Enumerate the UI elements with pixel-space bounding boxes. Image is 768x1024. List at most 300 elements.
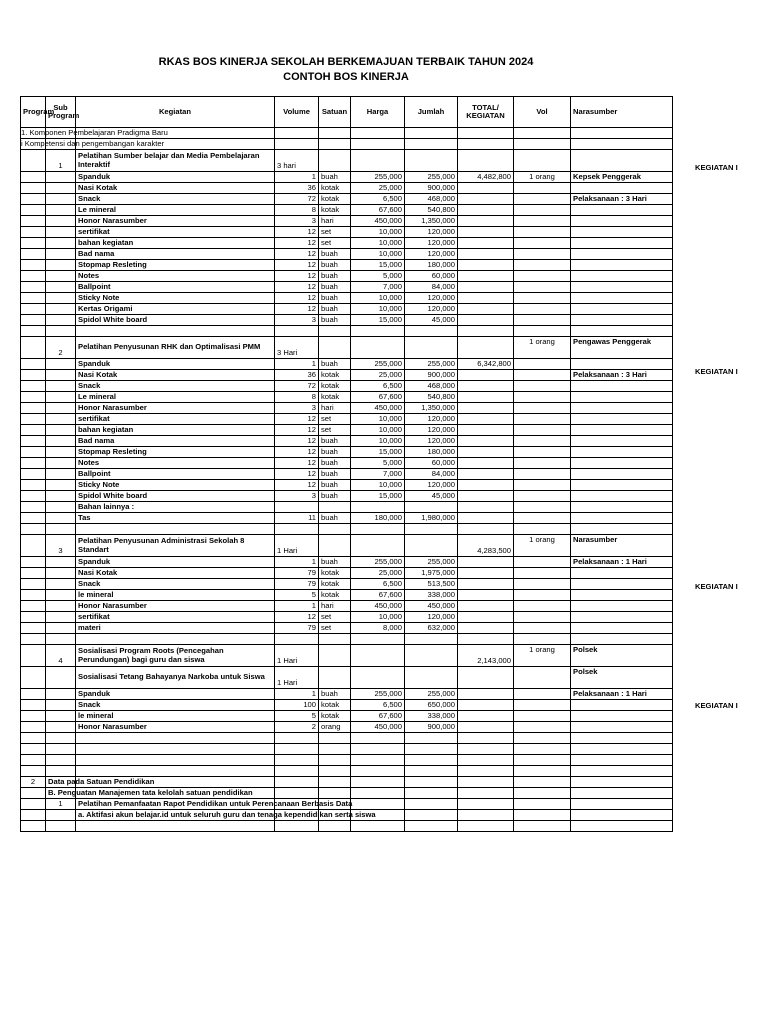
table-cell: [514, 139, 571, 150]
table-cell: 1,350,000: [405, 403, 458, 414]
table-cell: 12: [275, 425, 319, 436]
side-label: KEGIATAN I: [695, 582, 738, 591]
table-cell: Spanduk: [76, 172, 275, 183]
table-cell: kotak: [319, 590, 351, 601]
table-cell: [571, 513, 673, 524]
table-cell: 468,000: [405, 194, 458, 205]
table-cell: [458, 667, 514, 689]
table-cell: le mineral: [76, 590, 275, 601]
table-cell: [458, 315, 514, 326]
table-cell: set: [319, 425, 351, 436]
table-cell: buah: [319, 304, 351, 315]
table-cell: [458, 238, 514, 249]
table-row: [21, 172, 673, 183]
table-cell: [319, 535, 351, 557]
table-cell: 2: [21, 777, 46, 788]
table-cell: 4,283,500: [458, 535, 514, 557]
table-cell: [21, 612, 46, 623]
table-cell: [46, 392, 76, 403]
table-row: [21, 458, 673, 469]
column-header: TOTAL/ KEGIATAN: [458, 97, 514, 128]
table-cell: [351, 326, 405, 337]
table-cell: [405, 733, 458, 744]
table-cell: [21, 590, 46, 601]
table-row: [21, 370, 673, 381]
table-cell: [458, 216, 514, 227]
table-cell: [571, 634, 673, 645]
table-cell: [46, 590, 76, 601]
table-cell: [458, 260, 514, 271]
table-cell: buah: [319, 557, 351, 568]
table-row: [21, 535, 673, 557]
table-cell: 255,000: [351, 359, 405, 370]
table-row: [21, 315, 673, 326]
table-cell: 3: [275, 216, 319, 227]
table-cell: 450,000: [351, 722, 405, 733]
table-cell: [514, 238, 571, 249]
table-cell: [76, 733, 275, 744]
table-cell: [46, 304, 76, 315]
table-row: [21, 711, 673, 722]
table-row: [21, 579, 673, 590]
table-cell: [46, 194, 76, 205]
table-row: [21, 216, 673, 227]
table-cell: Stopmap Resleting: [76, 260, 275, 271]
table-cell: [571, 392, 673, 403]
table-cell: buah: [319, 172, 351, 183]
table-cell: [46, 755, 76, 766]
table-cell: [571, 271, 673, 282]
table-cell: [571, 436, 673, 447]
table-cell: Bad nama: [76, 249, 275, 260]
table-cell: Bad nama: [76, 436, 275, 447]
table-cell: [21, 788, 46, 799]
table-cell: [46, 689, 76, 700]
table-cell: [46, 810, 76, 821]
table-cell: 450,000: [351, 216, 405, 227]
table-cell: 45,000: [405, 315, 458, 326]
table-cell: [405, 634, 458, 645]
table-cell: [46, 480, 76, 491]
table-cell: [514, 502, 571, 513]
table-cell: Spanduk: [76, 689, 275, 700]
table-cell: [571, 722, 673, 733]
table-cell: [46, 172, 76, 183]
table-cell: 3 hari: [275, 150, 319, 172]
table-cell: Sticky Note: [76, 480, 275, 491]
table-cell: Notes: [76, 271, 275, 282]
table-cell: 10,000: [351, 480, 405, 491]
table-cell: buah: [319, 458, 351, 469]
table-cell: [46, 744, 76, 755]
table-cell: 1. Komponen Pembelajaran Pradigma Baru: [21, 128, 168, 137]
table-cell: sertifikat: [76, 227, 275, 238]
table-row: [21, 524, 673, 535]
column-header: Harga: [351, 97, 405, 128]
table-cell: Polsek: [571, 667, 673, 689]
table-cell: Narasumber: [571, 535, 673, 557]
table-cell: 120,000: [405, 249, 458, 260]
table-cell: [21, 315, 46, 326]
table-cell: [21, 645, 46, 667]
table-cell: 10,000: [351, 249, 405, 260]
table-cell: 1: [275, 557, 319, 568]
table-cell: [46, 205, 76, 216]
table-cell: 7,000: [351, 469, 405, 480]
table-cell: [571, 755, 673, 766]
table-cell: 1 orang: [514, 645, 571, 667]
table-row: [21, 722, 673, 733]
table-cell: [351, 524, 405, 535]
table-cell: Spidol White board: [76, 491, 275, 502]
column-header: Jumlah: [405, 97, 458, 128]
table-cell: kotak: [319, 711, 351, 722]
table-cell: [46, 403, 76, 414]
table-cell: [571, 502, 673, 513]
table-cell: [21, 524, 46, 535]
table-cell: kotak: [319, 370, 351, 381]
table-cell: [458, 799, 514, 810]
table-cell: 10,000: [351, 414, 405, 425]
table-cell: 67,600: [351, 205, 405, 216]
table-cell: [514, 513, 571, 524]
table-cell: [351, 337, 405, 359]
table-cell: 84,000: [405, 282, 458, 293]
table-cell: [46, 491, 76, 502]
table-cell: Spanduk: [76, 359, 275, 370]
table-cell: 25,000: [351, 568, 405, 579]
table-cell: Ballpoint: [76, 469, 275, 480]
table-row: [21, 777, 673, 788]
table-cell: [46, 425, 76, 436]
table-cell: [46, 458, 76, 469]
table-cell: [21, 744, 46, 755]
table-cell: [514, 315, 571, 326]
table-cell: kotak: [319, 205, 351, 216]
table-cell: kotak: [319, 579, 351, 590]
table-cell: [319, 150, 351, 172]
table-cell: 4: [46, 645, 76, 667]
table-cell: [21, 634, 46, 645]
table-cell: [46, 623, 76, 634]
table-cell: [514, 744, 571, 755]
table-cell: [46, 722, 76, 733]
table-row: [21, 249, 673, 260]
table-cell: [46, 227, 76, 238]
table-cell: 5: [275, 711, 319, 722]
table-cell: [21, 535, 46, 557]
table-cell: 36: [275, 370, 319, 381]
table-cell: 120,000: [405, 414, 458, 425]
table-cell: [571, 601, 673, 612]
column-header: Program: [21, 97, 46, 128]
table-cell: [571, 282, 673, 293]
table-cell: [571, 733, 673, 744]
table-cell: 1 Hari: [275, 667, 319, 689]
table-cell: Honor Narasumber: [76, 403, 275, 414]
table-cell: 1,350,000: [405, 216, 458, 227]
table-cell: [514, 227, 571, 238]
table-cell: [514, 216, 571, 227]
table-cell: [21, 249, 46, 260]
table-cell: [319, 645, 351, 667]
table-cell: 12: [275, 447, 319, 458]
table-cell: 15,000: [351, 491, 405, 502]
table-cell: 3: [275, 403, 319, 414]
table-cell: Kertas Origami: [76, 304, 275, 315]
table-cell: 120,000: [405, 612, 458, 623]
table-cell: [46, 766, 76, 777]
table-cell: [275, 733, 319, 744]
table-cell: 338,000: [405, 590, 458, 601]
table-row: [21, 293, 673, 304]
table-cell: Notes: [76, 458, 275, 469]
table-cell: 25,000: [351, 183, 405, 194]
table-cell: 450,000: [351, 601, 405, 612]
table-cell: 12: [275, 414, 319, 425]
table-cell: [458, 733, 514, 744]
table-cell: [405, 810, 458, 821]
table-cell: [514, 128, 571, 139]
table-cell: [21, 568, 46, 579]
table-cell: [458, 436, 514, 447]
table-cell: [571, 821, 673, 832]
table-cell: [514, 359, 571, 370]
table-cell: [458, 414, 514, 425]
table-cell: [21, 557, 46, 568]
column-header: Sub Program: [46, 97, 76, 128]
table-cell: [46, 293, 76, 304]
table-cell: [571, 568, 673, 579]
table-cell: [46, 414, 76, 425]
table-cell: [21, 711, 46, 722]
table-cell: hari: [319, 601, 351, 612]
table-cell: 6,500: [351, 700, 405, 711]
table-cell: 12: [275, 249, 319, 260]
table-cell: Nasi Kotak: [76, 568, 275, 579]
table-cell: Pelatihan Penyusunan RHK dan Optimalisasi PMM: [76, 337, 275, 359]
table-cell: [76, 744, 275, 755]
table-row: [21, 766, 673, 777]
table-cell: [458, 689, 514, 700]
table-row: [21, 271, 673, 282]
table-cell: set: [319, 227, 351, 238]
table-cell: 10,000: [351, 425, 405, 436]
table-cell: 3: [46, 535, 76, 557]
table-cell: 15,000: [351, 260, 405, 271]
table-cell: 2: [275, 722, 319, 733]
table-cell: [275, 777, 319, 788]
table-cell: [571, 293, 673, 304]
table-row: [21, 612, 673, 623]
table-cell: [46, 601, 76, 612]
table-cell: buah: [319, 469, 351, 480]
table-cell: 12: [275, 227, 319, 238]
table-row: [21, 359, 673, 370]
table-cell: [76, 821, 275, 832]
table-cell: [514, 469, 571, 480]
table-row: [21, 667, 673, 689]
table-cell: [571, 403, 673, 414]
table-cell: [21, 183, 46, 194]
table-cell: [21, 425, 46, 436]
table-cell: 255,000: [405, 557, 458, 568]
table-row: [21, 634, 673, 645]
table-cell: [514, 194, 571, 205]
table-cell: [458, 579, 514, 590]
table-cell: [514, 623, 571, 634]
table-cell: 1: [275, 601, 319, 612]
table-cell: 12: [275, 282, 319, 293]
table-cell: Data pada Satuan Pendidikan: [46, 777, 76, 788]
side-label: KEGIATAN I: [695, 367, 738, 376]
table-cell: [571, 205, 673, 216]
table-cell: [21, 271, 46, 282]
table-row: [21, 700, 673, 711]
table-cell: 1: [275, 359, 319, 370]
table-cell: [21, 623, 46, 634]
table-cell: buah: [319, 260, 351, 271]
table-cell: [514, 436, 571, 447]
table-row: [21, 755, 673, 766]
table-cell: [21, 821, 46, 832]
table-cell: [514, 370, 571, 381]
table-cell: 120,000: [405, 227, 458, 238]
table-cell: [46, 238, 76, 249]
table-cell: [571, 524, 673, 535]
table-cell: Pelaksanaan : 3 Hari: [571, 194, 673, 205]
table-cell: 632,000: [405, 623, 458, 634]
table-cell: [351, 502, 405, 513]
table-cell: [458, 326, 514, 337]
table-cell: [275, 788, 319, 799]
table-cell: [21, 282, 46, 293]
table-cell: 540,800: [405, 392, 458, 403]
table-cell: [21, 689, 46, 700]
table-cell: [458, 403, 514, 414]
table-cell: 7,000: [351, 282, 405, 293]
table-row: [21, 689, 673, 700]
table-cell: Snack: [76, 381, 275, 392]
table-row: [21, 436, 673, 447]
table-cell: [46, 612, 76, 623]
table-cell: 6,500: [351, 579, 405, 590]
table-cell: 1 orang: [514, 535, 571, 557]
table-cell: [405, 744, 458, 755]
table-row: [21, 447, 673, 458]
table-cell: sertifikat: [76, 612, 275, 623]
table-cell: 10,000: [351, 304, 405, 315]
table-cell: [46, 436, 76, 447]
table-cell: buah: [319, 689, 351, 700]
table-cell: [21, 216, 46, 227]
table-cell: [405, 755, 458, 766]
table-cell: [514, 777, 571, 788]
table-row: [21, 733, 673, 744]
table-cell: [405, 524, 458, 535]
table-cell: [514, 480, 571, 491]
table-row: [21, 414, 673, 425]
table-cell: [571, 469, 673, 480]
table-cell: [46, 524, 76, 535]
table-cell: [571, 810, 673, 821]
document-subtitle: CONTOH BOS KINERJA: [283, 71, 409, 83]
table-row: [21, 601, 673, 612]
table-cell: [275, 502, 319, 513]
table-cell: [571, 304, 673, 315]
table-cell: 255,000: [351, 689, 405, 700]
table-cell: [46, 249, 76, 260]
table-cell: Pelatihan Pemanfaatan Rapot Pendidikan untuk Perencanaan Berbasis Data: [76, 799, 275, 810]
table-cell: 6,342,800: [458, 359, 514, 370]
table-cell: Spanduk: [76, 557, 275, 568]
table-cell: [46, 733, 76, 744]
table-cell: buah: [319, 447, 351, 458]
table-cell: hari: [319, 403, 351, 414]
table-cell: [458, 766, 514, 777]
table-cell: [275, 634, 319, 645]
table-cell: [514, 249, 571, 260]
table-cell: [571, 414, 673, 425]
table-cell: 12: [275, 260, 319, 271]
table-cell: [405, 535, 458, 557]
table-cell: [458, 755, 514, 766]
table-cell: [571, 447, 673, 458]
table-cell: 255,000: [351, 557, 405, 568]
table-cell: [319, 744, 351, 755]
table-cell: [514, 821, 571, 832]
table-cell: [571, 590, 673, 601]
table-cell: 6,500: [351, 381, 405, 392]
table-cell: 3 Hari: [275, 337, 319, 359]
table-cell: [458, 458, 514, 469]
table-cell: [514, 293, 571, 304]
table-cell: 67,600: [351, 590, 405, 601]
table-cell: [46, 183, 76, 194]
table-row: [21, 590, 673, 601]
table-cell: [46, 711, 76, 722]
table-cell: [46, 634, 76, 645]
table-cell: 8: [275, 205, 319, 216]
table-cell: Pelatihan Penyusunan Administrasi Sekolah 8 Standart: [76, 535, 275, 557]
table-cell: [76, 766, 275, 777]
table-cell: [76, 326, 275, 337]
table-cell: kotak: [319, 392, 351, 403]
table-cell: [514, 799, 571, 810]
table-cell: 84,000: [405, 469, 458, 480]
table-cell: 60,000: [405, 458, 458, 469]
table-cell: [21, 601, 46, 612]
table-cell: bahan kegiatan: [76, 238, 275, 249]
column-header: Volume: [275, 97, 319, 128]
table-cell: [46, 326, 76, 337]
table-cell: 67,600: [351, 711, 405, 722]
table-cell: 2,143,000: [458, 645, 514, 667]
table-row: [21, 513, 673, 524]
table-cell: 900,000: [405, 370, 458, 381]
table-cell: [514, 205, 571, 216]
table-cell: [458, 788, 514, 799]
table-cell: [571, 183, 673, 194]
table-cell: [319, 337, 351, 359]
table-cell: [21, 414, 46, 425]
table-cell: [351, 755, 405, 766]
table-row: [21, 337, 673, 359]
table-cell: [571, 480, 673, 491]
table-cell: buah: [319, 249, 351, 260]
table-cell: [458, 590, 514, 601]
table-cell: [21, 326, 46, 337]
